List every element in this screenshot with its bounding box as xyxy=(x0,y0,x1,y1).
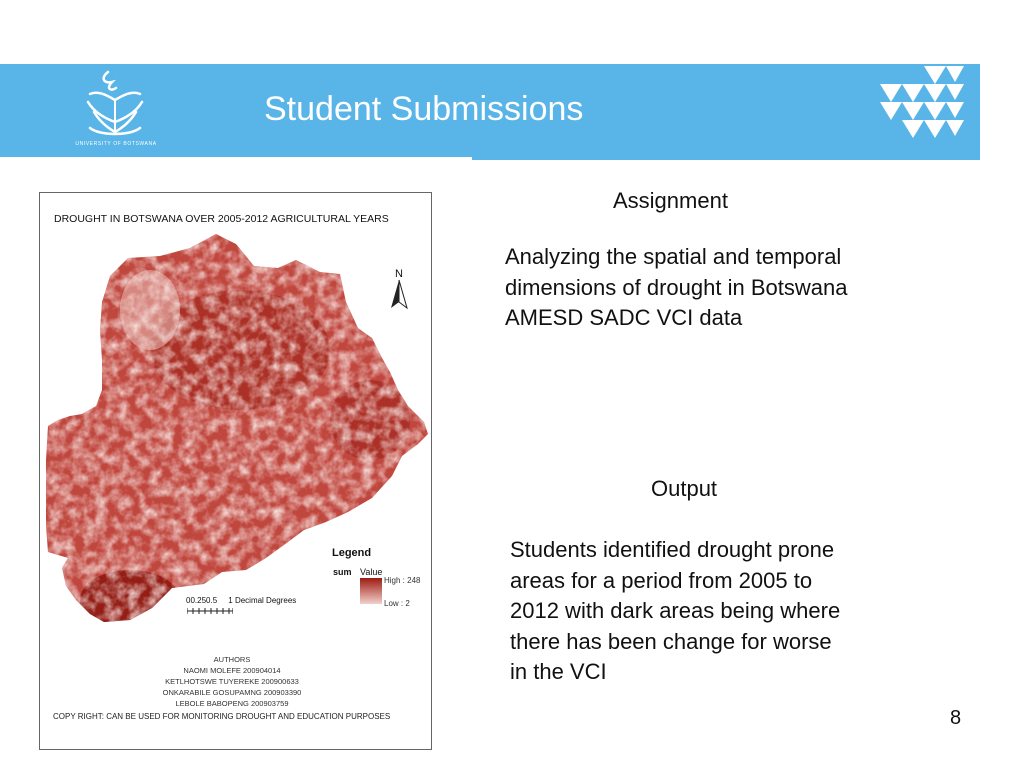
output-text xyxy=(510,535,920,688)
legend-color-ramp xyxy=(360,578,382,604)
north-label: N xyxy=(395,268,403,280)
legend-field: sum xyxy=(333,567,352,577)
page-number: 8 xyxy=(950,707,962,729)
scale-ticks: 00.250.5 xyxy=(186,596,218,605)
output-line: there has been change for worse xyxy=(510,628,832,654)
assignment-line: AMESD SADC VCI data xyxy=(505,305,743,330)
authors-heading: AUTHORS xyxy=(213,655,251,664)
author-name: ONKARABILE GOSUPAMNG 200903390 xyxy=(162,688,302,697)
university-name: UNIVERSITY OF BOTSWANA xyxy=(75,141,157,147)
output-heading: Output xyxy=(651,476,718,501)
scale-bar-labels xyxy=(186,596,296,605)
map-title: DROUGHT IN BOTSWANA OVER 2005-2012 AGRICULTURAL YEARS xyxy=(54,213,389,225)
scale-bar xyxy=(187,607,233,615)
author-name: LEBOLE BABOPENG 200903759 xyxy=(175,699,289,708)
legend-low: Low : 2 xyxy=(384,599,410,608)
author-name: NAOMI MOLEFE 200904014 xyxy=(183,666,281,675)
output-line: Students identified drought prone xyxy=(510,537,835,562)
banner-underline xyxy=(472,157,980,160)
triangle-pattern-icon xyxy=(880,64,964,142)
legend-title: Legend xyxy=(332,547,372,559)
assignment-text xyxy=(505,242,925,334)
author-name: KETLHOTSWE TUYEREKE 200900633 xyxy=(165,677,299,686)
output-line: 2012 with dark areas being where xyxy=(510,598,841,623)
legend-value-label: Value xyxy=(360,567,383,577)
output-line: areas for a period from 2005 to xyxy=(510,567,813,593)
output-line: in the VCI xyxy=(510,659,607,684)
legend-high: High : 248 xyxy=(384,576,421,585)
slide-title: Student Submissions xyxy=(264,90,584,128)
banner-notch xyxy=(0,157,472,161)
scale-units: 1 Decimal Degrees xyxy=(228,596,297,605)
assignment-line: dimensions of drought in Botswana xyxy=(505,274,848,300)
assignment-heading: Assignment xyxy=(613,188,728,213)
assignment-line: Analyzing the spatial and temporal xyxy=(505,244,842,269)
authors-block xyxy=(140,654,324,709)
map-copyright: COPY RIGHT: CAN BE USED FOR MONITORING DROUGHT AND EDUCATION PURPOSES xyxy=(53,712,391,721)
